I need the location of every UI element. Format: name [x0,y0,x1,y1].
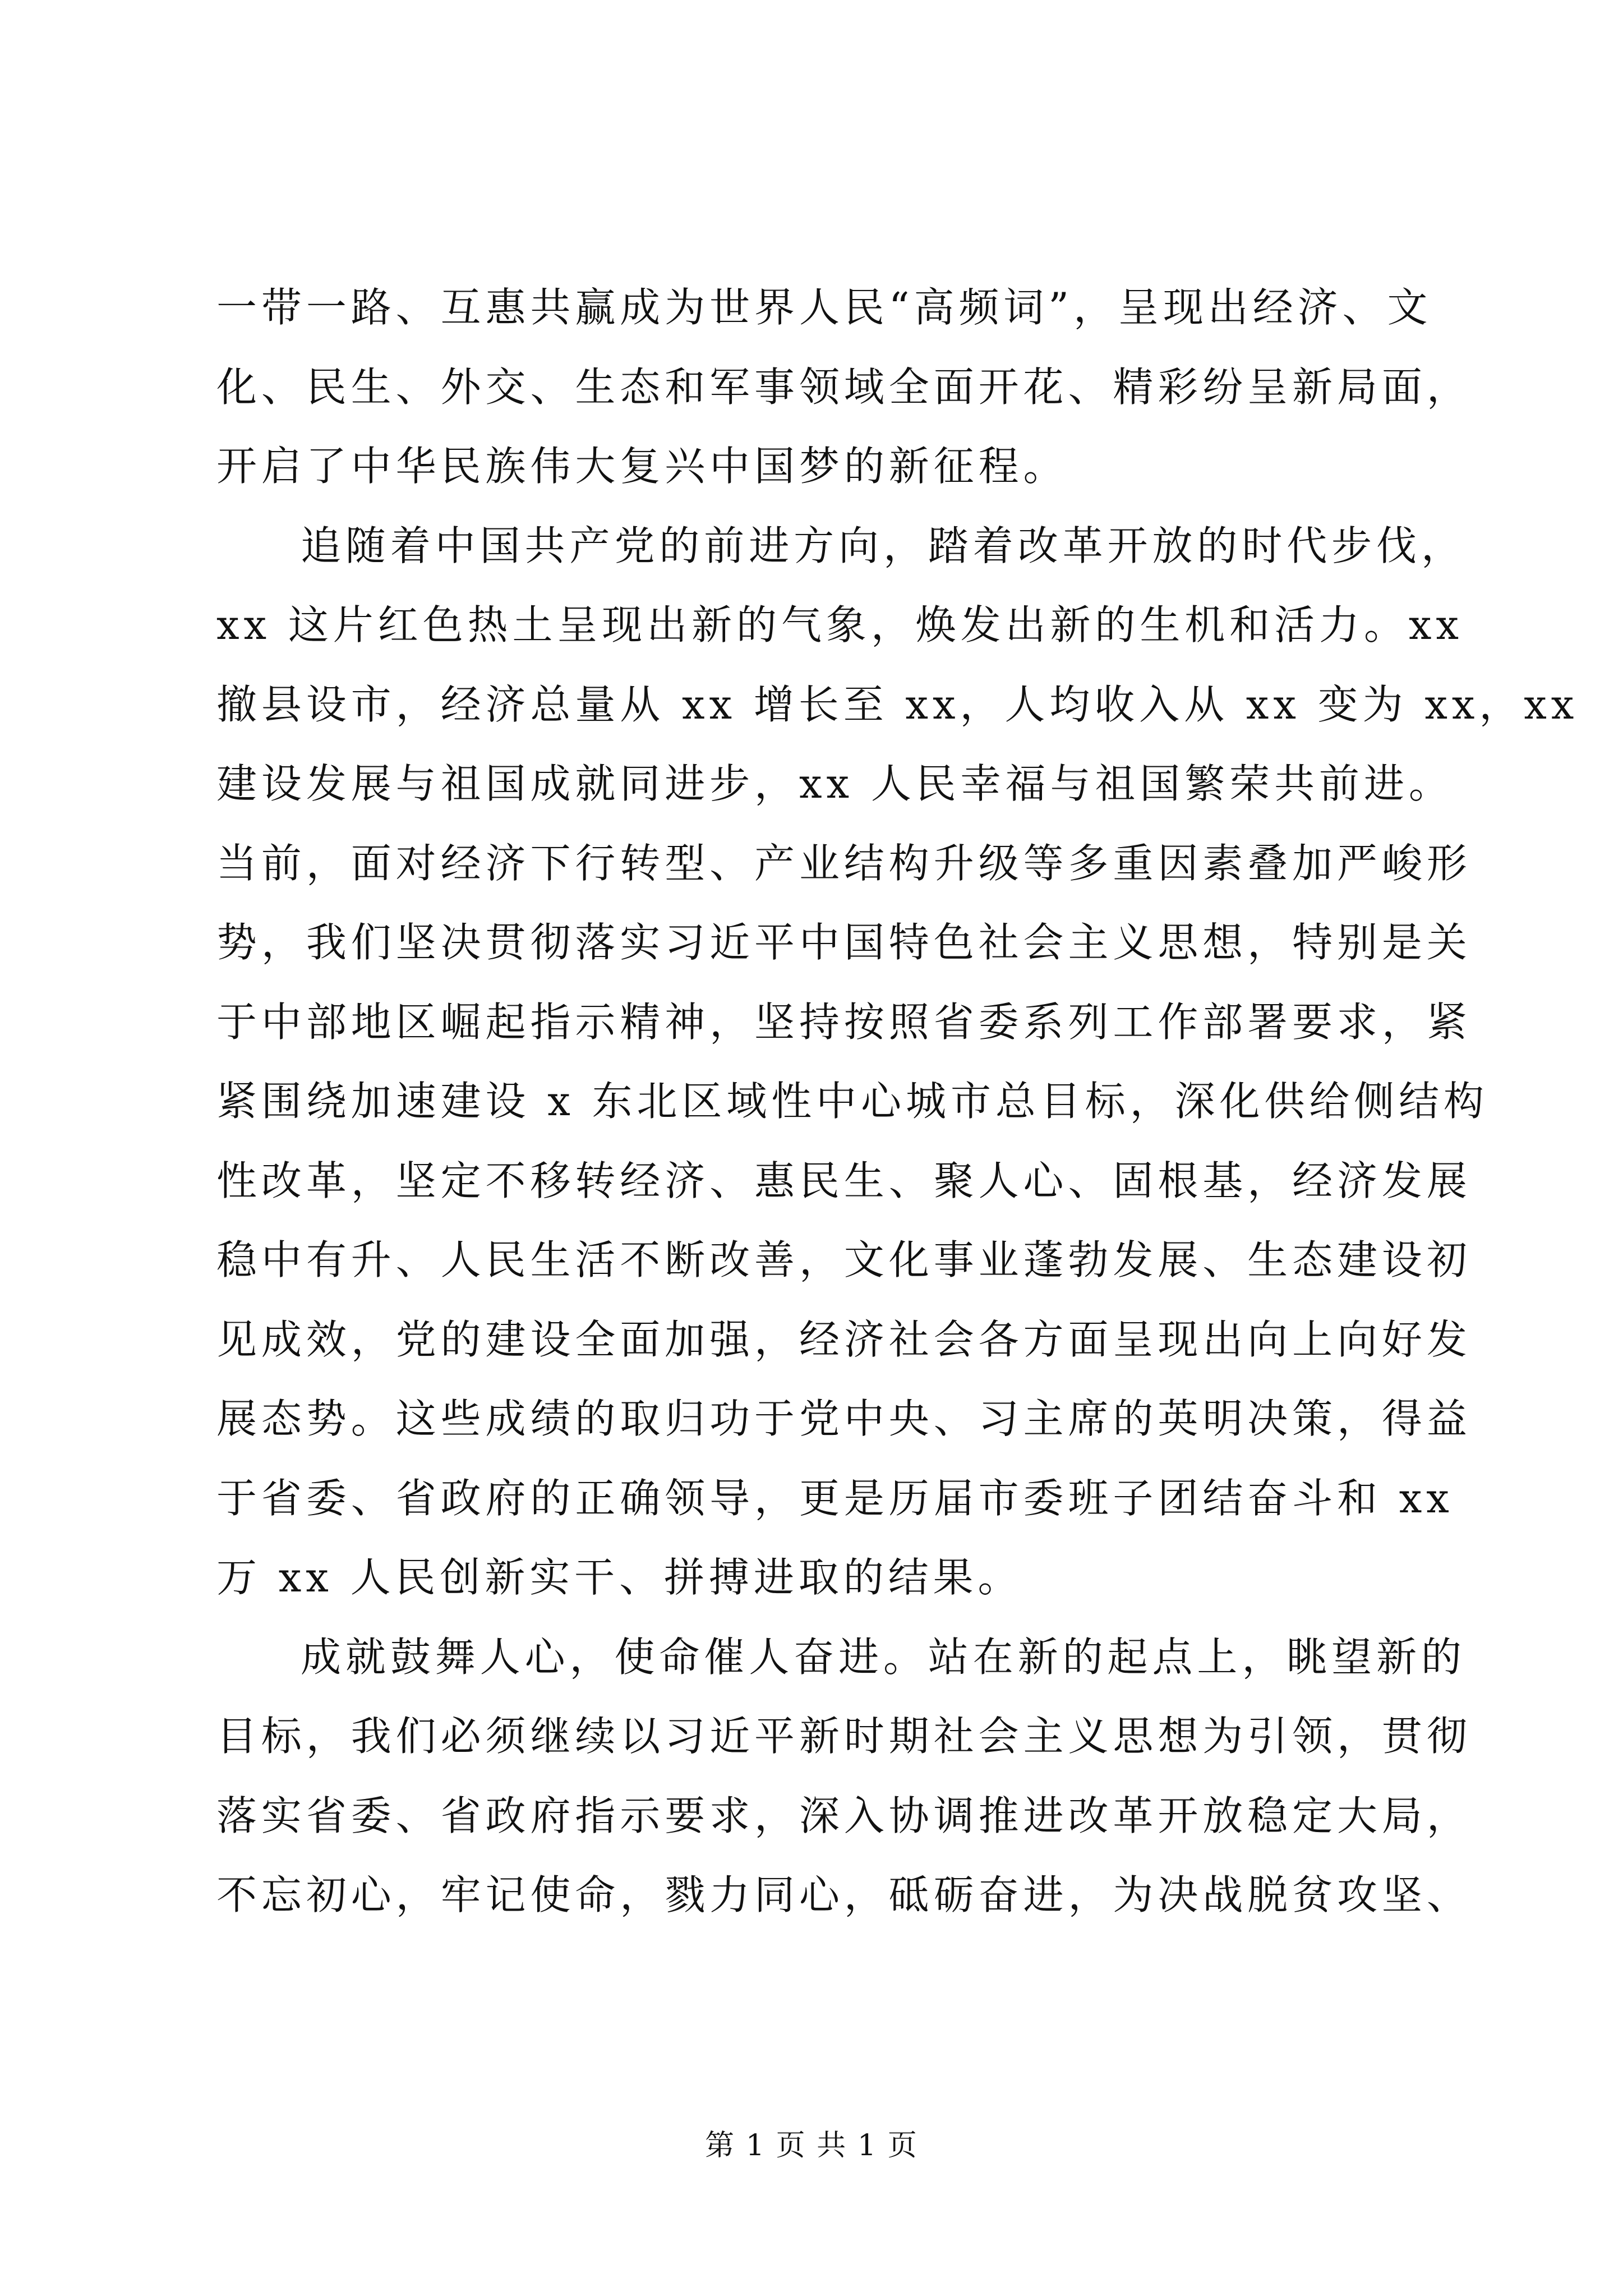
text-line: 建设发展与祖国成就同进步，xx 人民幸福与祖国繁荣共前进。 [216,760,1454,807]
text-line: 目标，我们必须继续以习近平新时期社会主义思想为引领，贯彻 [216,1713,1472,1760]
text-line-paragraph-start: 成就鼓舞人心，使命催人奋进。站在新的起点上，眺望新的 [301,1633,1466,1681]
text-line: 性改革，坚定不移转经济、惠民生、聚人心、固根基，经济发展 [216,1157,1472,1204]
text-line-paragraph-start: 追随着中国共产党的前进方向，踏着改革开放的时代步伐， [301,522,1466,569]
text-line: 撤县设市，经济总量从 xx 增长至 xx，人均收入从 xx 变为 xx，xx [216,680,1579,728]
text-line: 稳中有升、人民生活不断改善，文化事业蓬勃发展、生态建设初 [216,1236,1472,1283]
body-text [216,268,1579,1935]
text-line: 于省委、省政府的正确领导，更是历届市委班子团结奋斗和 xx [216,1474,1454,1522]
text-line: 见成效，党的建设全面加强，经济社会各方面呈现出向上向好发 [216,1315,1472,1363]
text-line: 势，我们坚决贯彻落实习近平中国特色社会主义思想，特别是关 [216,919,1472,966]
page-number-footer: 第 1 页 共 1 页 [705,2129,918,2162]
text-line: 当前，面对经济下行转型、产业结构升级等多重因素叠加严峻形 [216,839,1472,887]
text-line: 于中部地区崛起指示精神，坚持按照省委系列工作部署要求，紧 [216,998,1472,1046]
text-line: 开启了中华民族伟大复兴中国梦的新征程。 [216,443,1068,490]
text-line: 不忘初心，牢记使命，戮力同心，砥砺奋进，为决战脱贫攻坚、 [216,1871,1472,1918]
text-line: 展态势。这些成绩的取归功于党中央、习主席的英明决策，得益 [216,1395,1472,1442]
text-line: 落实省委、省政府指示要求，深入协调推进改革开放稳定大局， [216,1792,1472,1839]
text-line: 万 xx 人民创新实干、拼搏进取的结果。 [216,1554,1023,1601]
text-line: 化、民生、外交、生态和军事领域全面开花、精彩纷呈新局面， [216,363,1472,411]
text-line: 紧围绕加速建设 x 东北区域性中心城市总目标，深化供给侧结构 [216,1078,1488,1125]
text-line: xx 这片红色热土呈现出新的气象，焕发出新的生机和活力。xx [216,601,1463,648]
text-line: 一带一路、互惠共赢成为世界人民“高频词”，呈现出经济、文 [216,284,1432,331]
